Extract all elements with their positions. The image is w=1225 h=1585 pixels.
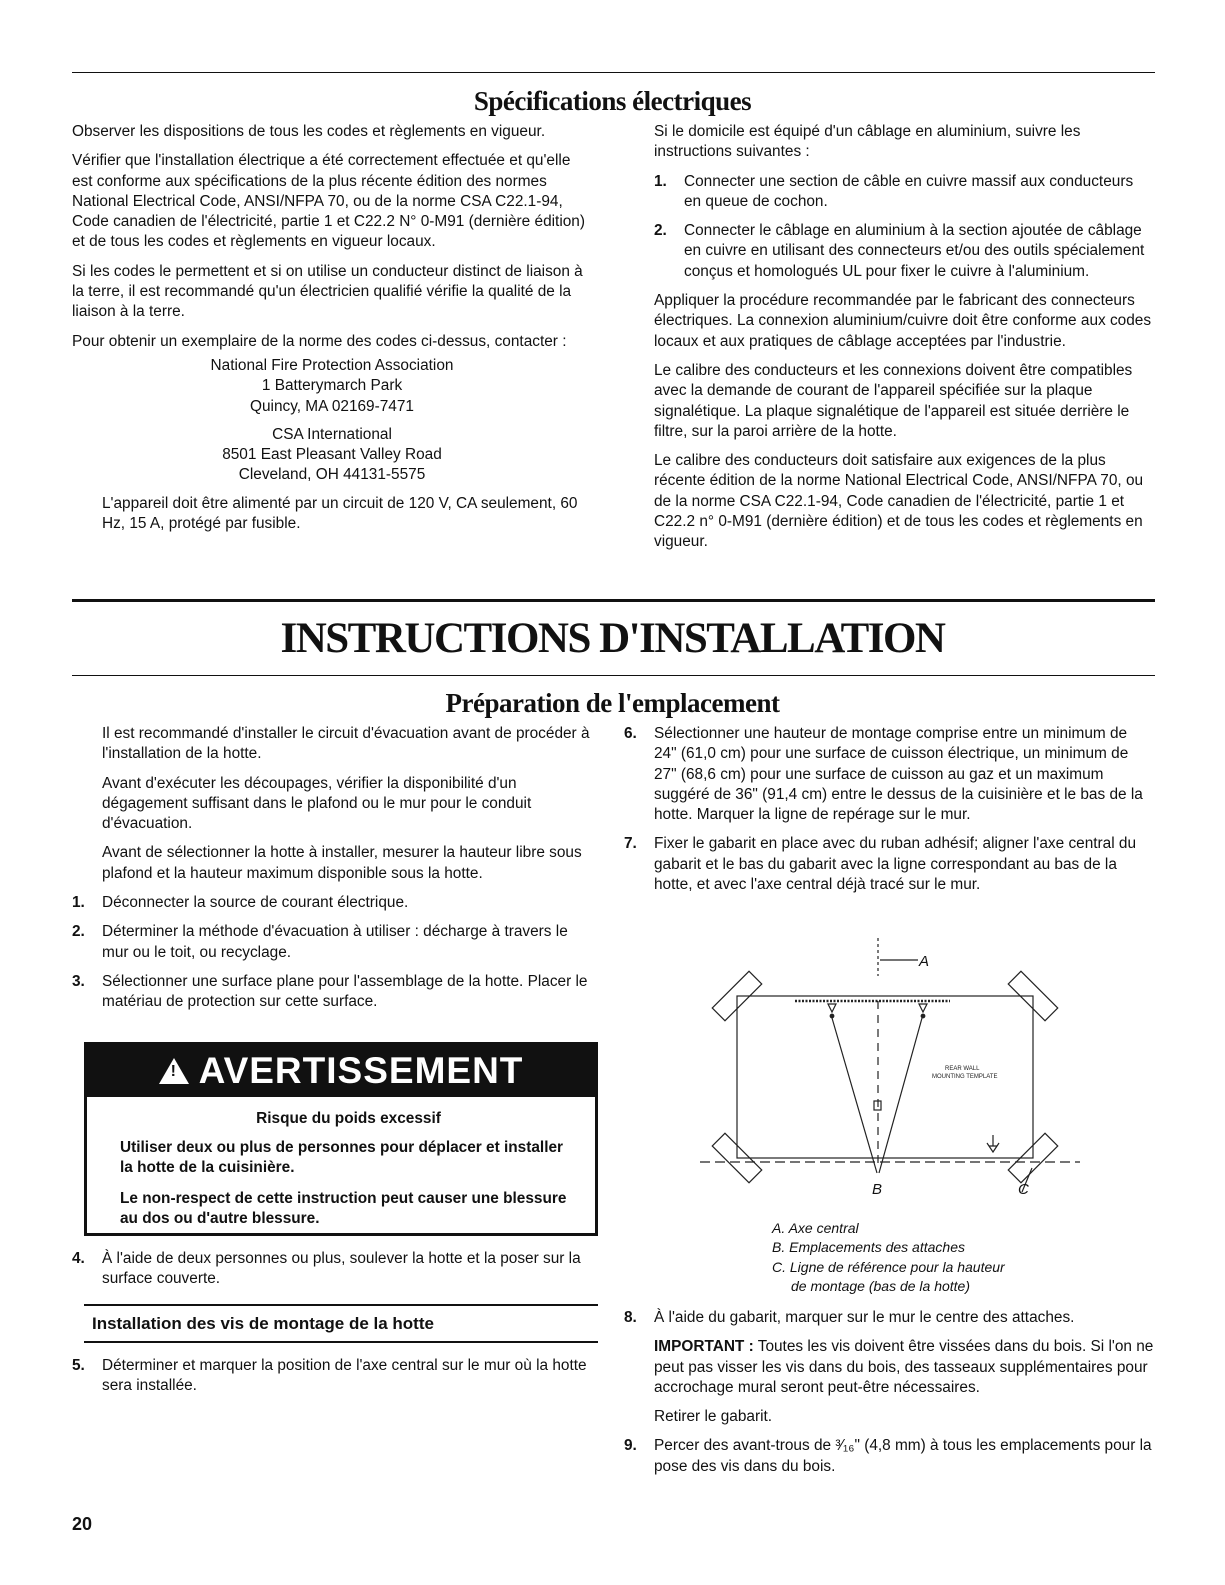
- bottom-arrow: [987, 1135, 999, 1152]
- warning-triangle-icon: [159, 1058, 189, 1084]
- subsection-rule-top: [84, 1304, 598, 1306]
- address-csa: [72, 425, 592, 486]
- step-text: Sélectionner une hauteur de montage comprise entre un minimum de 24" (61,0 cm) pour une surface de cuisson électrique, un minimum de 27" (68,6 cm) pour une surface de cuisson au gaz et un maximum suggéré de 36" (91,4 cm) entre le dessus de la cuisinière et le bas de la hotte. Marquer la ligne de repérage sur le mur.: [654, 725, 1143, 824]
- paragraph: Observer les dispositions de tous les codes et règlements en vigueur.: [72, 123, 546, 140]
- list-item: [72, 1356, 592, 1397]
- paragraph: Vérifier que l'installation électrique a été correctement effectuée et qu'elle est conforme aux spécifications de la plus récente édition des normes National Electrical Code, ANSI/NFPA 70, ou de la norme CSA C22.1-94, Code canadien de l'électricité, partie 1 et C22.2 N° 0-M91 (dernière édition) et de tous les codes et règlements en vigueur locaux.: [72, 152, 585, 251]
- step-number: 2.: [654, 222, 667, 240]
- page-number: 20: [72, 1514, 93, 1534]
- paragraph: Si les codes le permettent et si on utilise un conducteur distinct de liaison à la terre, il est recommandé qu'un électricien qualifié vérifie la qualité de la liaison à la terre.: [72, 262, 583, 321]
- label-c: C: [1018, 1181, 1029, 1198]
- paragraph: Appliquer la procédure recommandée par le fabricant des connecteurs électriques. La connexion aluminium/cuivre doit être conforme aux codes locaux et aux pratiques de câblage acceptées par l'industrie.: [654, 292, 1152, 350]
- address-line: Cleveland, OH 44131-5575: [238, 466, 426, 484]
- list-item: [72, 972, 592, 1013]
- rule: [72, 675, 1155, 676]
- step-number: 9.: [624, 1437, 637, 1455]
- step-4: [72, 1249, 592, 1299]
- address-nfpa: [72, 356, 592, 417]
- warning-title: AVERTISSEMENT: [198, 1050, 524, 1091]
- step-text: Fixer le gabarit en place avec du ruban adhésif; aligner l'axe central du gabarit et le bas du gabarit avec la ligne correspondant au bas de la hotte, et avec l'axe central déjà tracé sur le mur.: [654, 835, 1137, 894]
- warning-text: Le non-respect de cette instruction peut causer une blessure au dos ou d'autre blessure.: [120, 1190, 567, 1227]
- step-list: [72, 1356, 592, 1397]
- step-number: 3.: [72, 972, 85, 990]
- preparation-steps: [72, 893, 592, 1012]
- fastener-line-right: [879, 1018, 922, 1173]
- paragraph: Pour obtenir un exemplaire de la norme des codes ci-dessus, contacter :: [72, 332, 567, 350]
- remove-template-text: Retirer le gabarit.: [654, 1408, 773, 1426]
- step-text: Déterminer la méthode d'évacuation à utiliser : décharge à travers le mur ou le toit, ou recyclage.: [102, 923, 568, 961]
- step-text: Déconnecter la source de courant électrique.: [102, 894, 409, 912]
- template-label-2: MOUNTING TEMPLATE: [932, 1074, 998, 1080]
- paragraph: Avant de sélectionner la hotte à installer, mesurer la hauteur libre sous plafond et la hauteur maximum disponible sous la hotte.: [102, 844, 582, 882]
- paragraph: L'appareil doit être alimenté par un circuit de 120 V, CA seulement, 60 Hz, 15 A, protégé par fusible.: [102, 494, 578, 533]
- electrical-right-column: [654, 122, 1154, 562]
- paragraph: Si le domicile est équipé d'un câblage en aluminium, suivre les instructions suivantes :: [654, 123, 1081, 161]
- step-number: 6.: [624, 725, 637, 742]
- caption-line: A. Axe central: [772, 1220, 859, 1236]
- fastener-arrow-left: [828, 1004, 836, 1012]
- step-list: [624, 724, 1144, 895]
- fastener-arrow-right: [919, 1004, 927, 1012]
- list-item: [624, 1308, 1154, 1427]
- main-title: INSTRUCTIONS D'INSTALLATION: [280, 615, 945, 662]
- step-list: [624, 1308, 1154, 1477]
- step-number: 1.: [72, 894, 85, 912]
- thick-rule: [72, 599, 1155, 602]
- list-item: [624, 834, 1144, 895]
- list-item: [624, 1436, 1154, 1477]
- step-number: 4.: [72, 1250, 85, 1267]
- address-line: 1 Batterymarch Park: [261, 377, 403, 395]
- important-note: [654, 1337, 1154, 1398]
- label-b: B: [872, 1181, 883, 1198]
- section-title-preparation: Préparation de l'emplacement: [445, 688, 780, 718]
- subsection-rule-bottom: [84, 1341, 598, 1343]
- fastener-mark-left: [830, 1014, 834, 1018]
- fastener-line-left: [832, 1018, 877, 1173]
- step-number: 1.: [654, 172, 667, 190]
- list-item: [624, 724, 1144, 825]
- electrical-left-column: [72, 122, 592, 543]
- warning-heading: Risque du poids excessif: [256, 1110, 441, 1127]
- paragraph: Le calibre des conducteurs doit satisfaire aux exigences de la plus récente édition de la norme National Electrical Code, ANSI/NFPA 70, ou de la norme CSA C22.1-94, Code canadien de l'électricité, partie 1 et C22.2 n° 0-M91 (dernière édition) et de tous les codes et règlements en vigueur.: [654, 452, 1144, 551]
- mounting-template-diagram: [700, 938, 1080, 1208]
- step-text: Sélectionner une surface plane pour l'assemblage de la hotte. Placer le matériau de protection sur cette surface.: [102, 972, 588, 1011]
- caption-line: de montage (bas de la hotte): [791, 1277, 971, 1294]
- diagram-caption: [772, 1219, 1005, 1296]
- list-item: [72, 893, 592, 913]
- template-label-1: REAR WALL: [945, 1066, 980, 1072]
- address-line: CSA International: [272, 425, 392, 443]
- step-list: [72, 1249, 592, 1290]
- paragraph: Avant d'exécuter les découpages, vérifier la disponibilité d'un dégagement suffisant dans le plafond ou le mur pour le conduit d'évacuation.: [102, 774, 532, 833]
- paragraph: Il est recommandé d'installer le circuit d'évacuation avant de procéder à l'installation de la hotte.: [102, 725, 590, 763]
- step-number: 5.: [72, 1357, 85, 1374]
- fastener-mark-right: [921, 1014, 925, 1018]
- subsection-title: Installation des vis de montage de la hotte: [92, 1314, 434, 1333]
- step-text: Connecter le câblage en aluminium à la section ajoutée de câblage en cuivre en utilisant des connecteurs et/ou des outils spécialement conçus et homologués UL pour fixer le cuivre à l'aluminium.: [684, 222, 1145, 280]
- step-5: [72, 1356, 592, 1406]
- list-item: [72, 922, 592, 963]
- address-line: 8501 East Pleasant Valley Road: [222, 446, 442, 464]
- section-title-electrical: Spécifications électriques: [473, 86, 752, 116]
- aluminium-steps: [654, 172, 1154, 282]
- step-number: 7.: [624, 835, 637, 853]
- warning-body: [87, 1097, 595, 1229]
- warning-text: Utiliser deux ou plus de personnes pour déplacer et installer la hotte de la cuisinière.: [120, 1139, 564, 1176]
- warning-header: [87, 1045, 595, 1097]
- preparation-right-column-top: [624, 724, 1144, 904]
- step-number: 2.: [72, 923, 85, 941]
- top-rule: [72, 72, 1155, 73]
- step-text: Déterminer et marquer la position de l'axe central sur le mur où la hotte sera installée.: [102, 1357, 587, 1395]
- list-item: [654, 172, 1154, 213]
- exclamation-icon: !: [170, 1063, 177, 1080]
- address-line: National Fire Protection Association: [210, 356, 454, 374]
- step-text: À l'aide du gabarit, marquer sur le mur le centre des attaches.: [654, 1309, 1075, 1326]
- step-text: Connecter une section de câble en cuivre massif aux conducteurs en queue de cochon.: [684, 172, 1134, 210]
- preparation-right-column-bottom: [624, 1308, 1154, 1486]
- important-label: IMPORTANT :: [654, 1338, 754, 1356]
- important-text: Toutes les vis doivent être vissées dans du bois. Si l'on ne peut pas visser les vis dans du bois, des tasseaux supplémentaires pour accrochage mural seront peut-être nécessaires.: [654, 1338, 1154, 1396]
- caption-line: B. Emplacements des attaches: [772, 1239, 965, 1256]
- paragraph: Le calibre des conducteurs et les connexions doivent être compatibles avec la demande de courant de l'appareil spécifiée sur la plaque signalétique. La plaque signalétique de l'appareil est située derrière le filtre, sur la paroi arrière de la hotte.: [654, 361, 1133, 440]
- list-item: [654, 221, 1154, 282]
- address-line: Quincy, MA 02169-7471: [250, 397, 414, 415]
- list-item: [72, 1249, 592, 1290]
- warning-box: [84, 1042, 598, 1236]
- step-number: 8.: [624, 1309, 637, 1326]
- label-a: A: [919, 953, 930, 970]
- caption-line: C. Ligne de référence pour la hauteur: [772, 1258, 1005, 1275]
- step-text: À l'aide de deux personnes ou plus, soulever la hotte et la poser sur la surface couverte.: [102, 1250, 581, 1288]
- preparation-left-column: [72, 724, 592, 1022]
- step-text: Percer des avant-trous de ³⁄₁₆" (4,8 mm) à tous les emplacements pour la pose des vis dans du bois.: [654, 1437, 1152, 1475]
